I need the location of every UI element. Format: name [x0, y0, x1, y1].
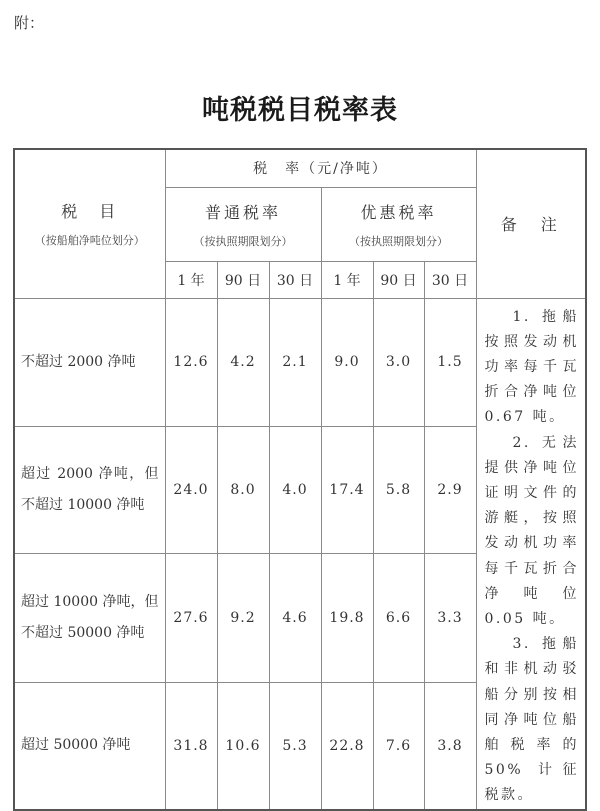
- tonnage-tax-rate-table: [13, 148, 587, 811]
- period-header: 1 年: [321, 261, 373, 298]
- note-item: 1. 拖船按照发动机功率每千瓦折合净吨位 0.67 吨。: [484, 308, 579, 426]
- ordinary-header-sub: （按执照期限划分）: [193, 234, 293, 248]
- row-category: 超过 2000 净吨，但不超过 10000 净吨: [14, 426, 165, 553]
- row-category: 超过 50000 净吨: [14, 683, 165, 810]
- rate-cell: 12.6: [165, 298, 217, 426]
- header-notes: 备 注: [476, 149, 586, 298]
- rate-cell: 7.6: [373, 683, 424, 810]
- header-preferential: [321, 187, 476, 261]
- rate-cell: 2.1: [269, 298, 321, 426]
- rate-cell: 4.2: [217, 298, 269, 426]
- header-category: [14, 149, 165, 298]
- rate-cell: 4.0: [269, 426, 321, 553]
- note-item: 3. 拖船和非机动驳船分别按相同净吨位船舶税率的 50% 计征税款。: [484, 636, 579, 804]
- notes-cell: [476, 298, 586, 810]
- header-rate-group: 税 率（元/净吨）: [165, 149, 476, 187]
- rate-cell: 19.8: [321, 553, 373, 682]
- rate-cell: 22.8: [321, 683, 373, 810]
- rate-cell: 8.0: [217, 426, 269, 553]
- rate-cell: 2.9: [424, 426, 476, 553]
- rate-cell: 10.6: [217, 683, 269, 810]
- period-header: 30 日: [269, 261, 321, 298]
- preferential-header-sub: （按执照期限划分）: [349, 234, 448, 248]
- period-header: 1 年: [165, 261, 217, 298]
- rate-cell: 31.8: [165, 683, 217, 810]
- ordinary-header-label: 普通税率: [204, 202, 281, 222]
- rate-cell: 4.6: [269, 553, 321, 682]
- appendix-label: 附：: [14, 14, 45, 32]
- rate-cell: 6.6: [373, 553, 424, 682]
- row-category: 不超过 2000 净吨: [14, 298, 165, 426]
- row-category: 超过 10000 净吨，但不超过 50000 净吨: [14, 553, 165, 682]
- period-header: 30 日: [424, 261, 476, 298]
- rate-cell: 5.3: [269, 683, 321, 810]
- rate-cell: 17.4: [321, 426, 373, 553]
- header-row-1: [14, 149, 586, 187]
- period-header: 90 日: [373, 261, 424, 298]
- header-ordinary: [165, 187, 321, 261]
- rate-cell: 24.0: [165, 426, 217, 553]
- note-item: 2. 无法提供净吨位证明文件的游艇，按照发动机功率每千瓦折合净吨位 0.05 吨。: [484, 434, 579, 627]
- rate-cell: 3.0: [373, 298, 424, 426]
- rate-cell: 9.2: [217, 553, 269, 682]
- table-row: [14, 298, 586, 426]
- rate-cell: 5.8: [373, 426, 424, 553]
- category-header-sub: （按船舶净吨位划分）: [34, 234, 145, 248]
- rate-cell: 3.8: [424, 683, 476, 810]
- rate-cell: 27.6: [165, 553, 217, 682]
- period-header: 90 日: [217, 261, 269, 298]
- preferential-header-label: 优惠税率: [360, 202, 437, 222]
- rate-cell: 9.0: [321, 298, 373, 426]
- page-title: 吨税税目税率表: [202, 95, 398, 126]
- rate-cell: 3.3: [424, 553, 476, 682]
- rate-cell: 1.5: [424, 298, 476, 426]
- category-header-label: 税 目: [61, 202, 119, 222]
